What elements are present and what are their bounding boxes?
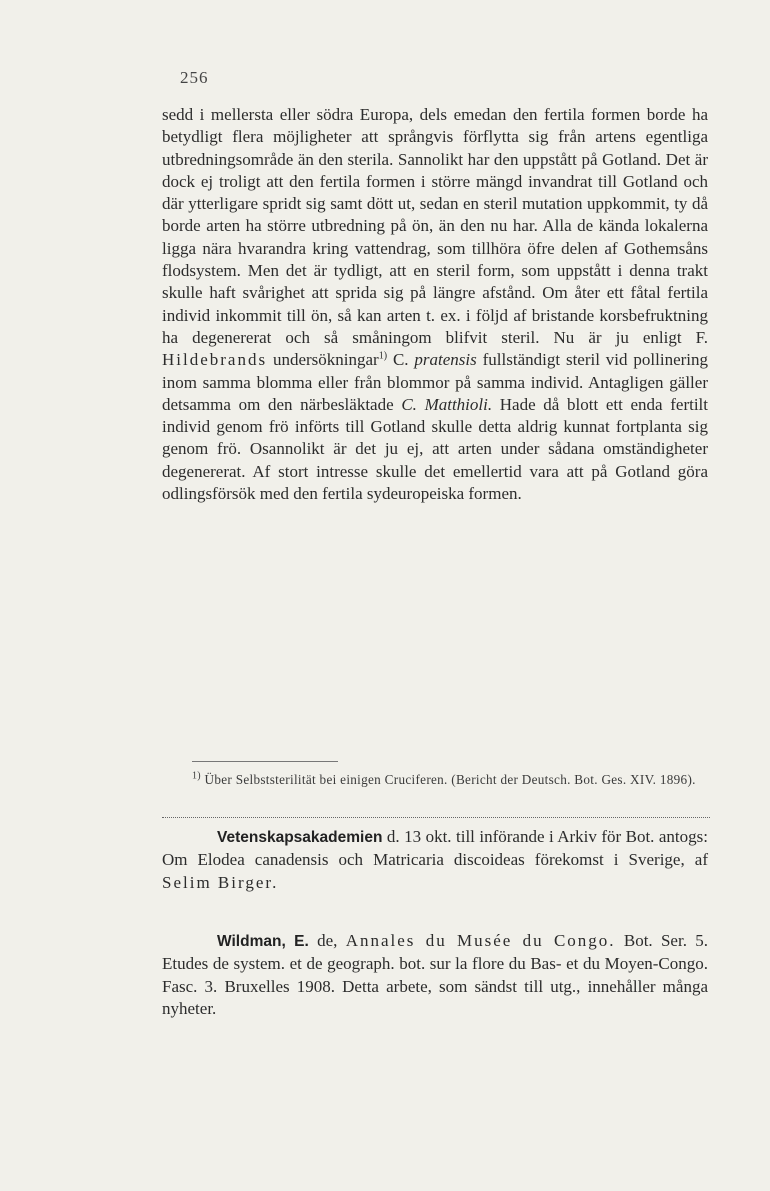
entry-lead: Wildman, E. <box>217 933 309 950</box>
entry-lead: Vetenskapsakademien <box>217 829 383 846</box>
entry-text: d. 13 okt. till införande i Arkiv för Bot. antogs: Om Elodea canadensis och Matricaria discoideas förekomst i Sverige, af <box>162 827 708 870</box>
body-text-segment-5: Hade då blott ett enda fertilt individ genom frö införts till Gotland skulle detta aldrig kunnat fortplanta sig genom frö. Osannolikt är det ju ej, att arten under sådana omständigheter degenererat. Af stort intresse skulle det emellertid vara att på Gotland göra odlingsförsök med den fertila sydeuropeiska formen. <box>162 394 709 504</box>
entry-text: de, <box>317 931 338 950</box>
body-paragraph <box>162 104 708 505</box>
author-name-hildebrand: Hildebrands <box>162 350 268 370</box>
body-text-segment-1: sedd i mellersta eller södra Europa, dels emedan den fertila formen borde ha betydligt flera möjligheter att språngvis förflytta sig från artens egentliga utbredningsområde än den sterila. Sannolikt har den uppstått på Gotland. Det är dock ej troligt att den fertila formen i större mängd invandrat till Gotland och där ytterligare spridt sig samt dött ut, sedan en steril mutation uppkommit, ty då borde arten ha större utbredning på ön, än den nu har. Alla de kända lokalerna ligga nära hvarandra kring vattendrag, som tillhöra öfre delen af Gothemsåns flodsystem. Men det är tydligt, att en steril form, som uppstått i denna trakt skulle haft svårighet att sprida sig på längre afstånd. Om åter ett fåtal fertila individ inkommit till ön, så kan arten t. ex. i följd af bristande korsbefruktning ha degenererat och så småningom blifvit steril. Nu är ju enligt F. <box>162 105 708 347</box>
section-divider <box>162 817 710 818</box>
main-paragraph <box>162 104 708 505</box>
body-text-segment-3: C. <box>392 350 409 370</box>
entry-title: Annales du Musée du Congo. <box>345 931 616 950</box>
entry-text-continued: Bot. Ser. 5. Etudes de system. et de geograph. bot. sur la flore du Bas- et du Moyen-Congo. Fasc. 3. Bruxelles 1908. Detta arbete, som sändst till utg., innehåller många nyheter. <box>162 931 709 1018</box>
news-entry <box>162 826 708 894</box>
entry-author: Selim Birger. <box>162 872 279 892</box>
footnote-mark: 1) <box>192 770 201 782</box>
body-text-segment-4: fullständigt steril vid pollinering inom samma blomma eller från blommor på samma individ. Antagligen gäller detsamma om den närbesläktade <box>162 350 709 414</box>
footnote-text: Über Selbststerilität bei einigen Cruciferen. (Bericht der Deutsch. Bot. Ges. XIV. 1896). <box>204 772 696 787</box>
footnote <box>162 769 708 791</box>
body-text-segment-2: undersökningar <box>272 350 379 370</box>
species-name-matthioli: C. Matthioli. <box>401 394 493 414</box>
footnote-divider <box>192 761 338 762</box>
species-name-pratensis: pratensis <box>414 350 477 370</box>
footnote-reference: 1) <box>378 350 388 362</box>
page-number: 256 <box>180 68 209 87</box>
news-entry <box>162 930 708 1020</box>
